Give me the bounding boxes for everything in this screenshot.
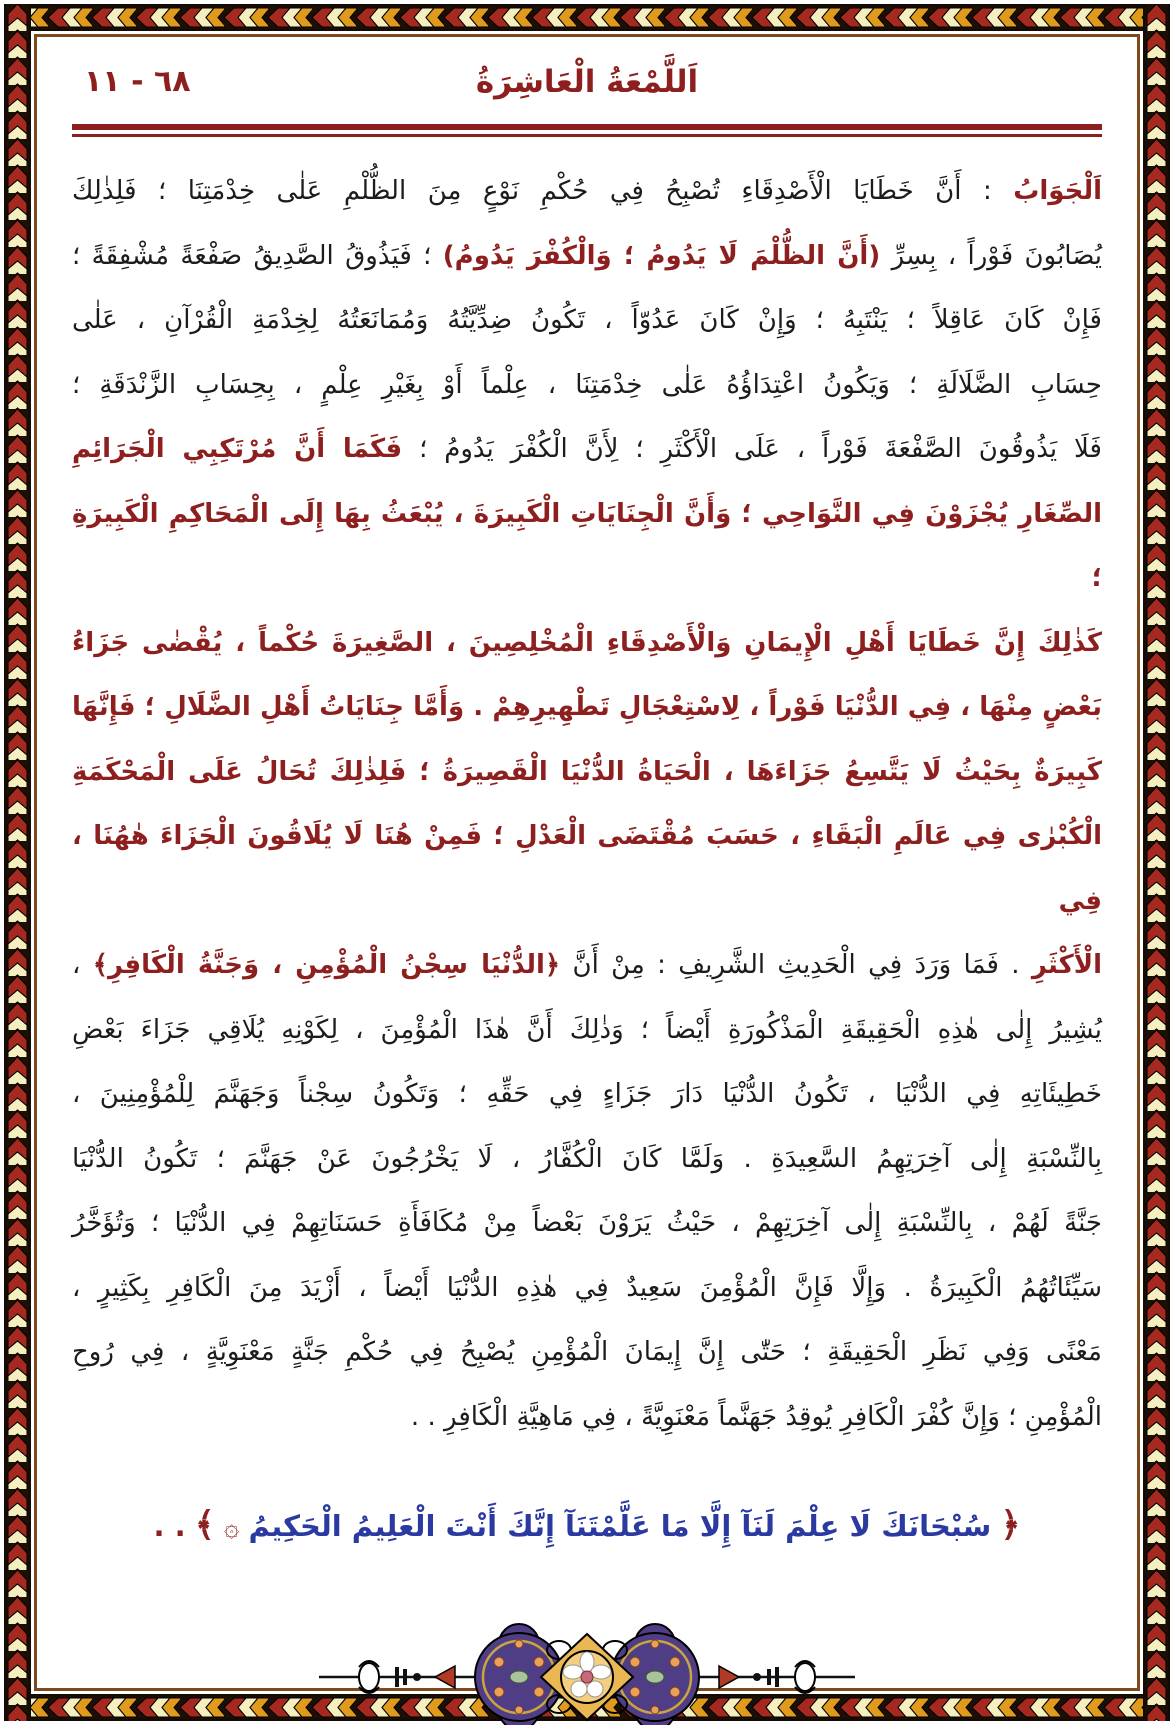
verse-trailer-dots: . .	[153, 1509, 186, 1543]
text-segment: الْأَكْثَرِ	[1031, 950, 1103, 980]
text-segment: الْكُبْرٰى فِي عَالَمِ الْبَقَاءِ ، حَسَبَ مُقْتَضَى الْعَدْلِ ؛ فَمِنْ هُنَا لَا يُلَاقُونَ الْجَزَاءَ هٰهُنَا ، فِي	[72, 821, 1102, 916]
text-segment: يُصَابُونَ فَوْراً ، بِسِرِّ	[880, 240, 1103, 271]
text-line	[72, 740, 1102, 805]
text-segment: الصِّغَارِ يُجْزَوْنَ فِي النَّوَاحِي ؛ وَأَنَّ الْجِنَايَاتِ الْكَبِيرَةَ ، يُبْعَثُ بِهَا إِلَى الْمَحَاكِمِ الْكَبِيرَةِ ؛	[72, 498, 1102, 593]
text-segment: (أَنَّ الظُّلْمَ لَا يَدُومُ ؛ وَالْكُفْرَ يَدُومُ)	[442, 240, 881, 271]
border-left	[4, 4, 31, 1721]
border-top	[4, 4, 1170, 31]
hadith-quote: ﴿الدُّنْيَا سِجْنُ الْمُؤْمِنِ ، وَجَنَّةُ الْكَافِرِ﴾	[92, 950, 561, 980]
text-segment: خَطِيئَاتِهِ فِي الدُّنْيَا ، تَكُونُ الدُّنْيَا دَارَ جَزَاءٍ فِي حَقِّهِ ؛ وَتَكُونُ سِجْناً وَجَهَنَّمَ لِلْمُؤْمِنِينَ ،	[72, 1079, 1102, 1109]
text-segment: بَعْضٍ مِنْهَا ، فِي الدُّنْيَا فَوْراً ، لِاسْتِعْجَالِ تَطْهِيرِهِمْ . وَأَمَّا جِنَايَاتُ أَهْلِ الضَّلَالِ ؛ فَإِنَّهَا	[72, 692, 1102, 722]
text-line	[72, 611, 1102, 676]
text-segment: مَعْنًى وَفِي نَظَرِ الْحَقِيقَةِ ؛ حَتّٰى إِنَّ إِيمَانَ الْمُؤْمِنِ يُصْبِحُ فِي حُكْمِ جَنَّةٍ مَعْنَوِيَّةٍ ، فِي رُوحِ	[72, 1337, 1102, 1367]
text-segment: سَيِّئَاتُهُمُ الْكَبِيرَةُ . وَإِلَّا فَإِنَّ الْمُؤْمِنَ سَعِيدٌ فِي هٰذِهِ الدُّنْيَا أَيْضاً ، أَزْيَدَ مِنَ الْكَافِرِ بِكَثِيرٍ ،	[72, 1272, 1102, 1303]
text-segment: فَإِنْ كَانَ عَاقِلاً ؛ يَنْتَبِهُ ؛ وَإِنْ كَانَ عَدُوّاً ، تَكُونُ ضِدِّيَّتُهُ وَمُمَانَعَتُهُ لِخِدْمَةِ الْقُرْآنِ ، عَلٰى	[72, 305, 1102, 335]
text-segment: ،	[72, 950, 93, 980]
text-segment: بِالنِّسْبَةِ إِلٰى آخِرَتِهِمُ السَّعِيدَةِ . وَلَمَّا كَانَ الْكُفَّارُ ، لَا يَخْرُجُونَ عَنْ جَهَنَّمَ ؛ تَكُونُ الدُّنْيَا	[72, 1143, 1102, 1174]
text-line	[72, 1191, 1102, 1256]
text-line	[72, 998, 1102, 1063]
text-line	[72, 1256, 1102, 1321]
text-segment: . فَمَا وَرَدَ فِي الْحَدِيثِ الشَّرِيفِ : مِنْ أَنَّ	[560, 950, 1032, 980]
text-segment: حِسَابِ الضَّلَالَةِ ؛ وَيَكُونُ اعْتِدَاؤُهُ عَلٰى خِدْمَتِنَا ، عِلْماً أَوْ بِغَيْرِ عِلْمٍ ، بِحِسَابِ الزَّنْدَقَةِ ؛	[72, 369, 1102, 400]
text-line	[72, 1320, 1102, 1385]
text-segment: فَلَا يَذُوقُونَ الصَّفْعَةَ فَوْراً ، عَلَى الْأَكْثَرِ ؛ لِأَنَّ الْكُفْرَ يَدُومُ ؛	[402, 434, 1102, 464]
text-segment: جَنَّةً لَهُمْ ، بِالنِّسْبَةِ إِلٰى آخِرَتِهِمْ ، حَيْثُ يَرَوْنَ بَعْضاً مِنْ مُكَافَأَةِ حَسَنَاتِهِمْ فِي الدُّنْيَا ؛ وَتُؤَخَّرُ	[72, 1208, 1102, 1238]
header-double-rule	[72, 124, 1102, 137]
text-line	[72, 1385, 1102, 1450]
text-line	[72, 804, 1102, 933]
text-line	[72, 675, 1102, 740]
text-line	[72, 1127, 1102, 1192]
text-segment: كَبِيرَةٌ بِحَيْثُ لَا يَتَّسِعُ جَزَاءَهَا ، الْحَيَاةُ الدُّنْيَا الْقَصِيرَةُ ؛ فَلِذٰلِكَ تُحَالُ عَلَى الْمَحْكَمَةِ	[72, 756, 1102, 787]
ornate-bracket-open-icon: ﴿	[1000, 1505, 1021, 1545]
text-segment: الْمُؤْمِنِ ؛ وَإِنَّ كُفْرَ الْكَافِرِ يُوقِدُ جَهَنَّماً مَعْنَوِيَّةً ، فِي مَاهِيَّةِ الْكَافِرِ . .	[410, 1401, 1102, 1432]
tailpiece-ornament	[307, 1592, 867, 1725]
text-line	[72, 1062, 1102, 1127]
page-number: ٦٨ - ١١	[84, 64, 191, 99]
text-line	[72, 933, 1102, 998]
text-segment: كَذٰلِكَ إِنَّ خَطَايَا أَهْلِ الْإِيمَانِ وَالْأَصْدِقَاءِ الْمُخْلِصِينَ ، الصَّغِيرَةَ حُكْماً ، يُقْضٰى جَزَاءُ	[72, 627, 1102, 658]
page-title: اَللَّمْعَةُ الْعَاشِرَةُ	[475, 64, 699, 100]
text-line	[72, 288, 1102, 353]
text-line	[72, 224, 1102, 289]
tailpiece-wrap	[72, 1592, 1102, 1725]
page-content	[72, 56, 1102, 1677]
text-line	[72, 353, 1102, 418]
text-segment: فَكَمَا أَنَّ مُرْتَكِبِي الْجَرَائِمِ	[72, 434, 403, 464]
text-line	[72, 417, 1102, 482]
text-segment: ؛ فَيَذُوقُ الصَّدِيقُ صَفْعَةً مُشْفِقَةً ؛	[72, 240, 443, 271]
rub-el-hizb-rosette-icon: ۞	[224, 1513, 240, 1543]
verse-text: سُبْحَانَكَ لَا عِلْمَ لَنَآ إِلَّا مَا عَلَّمْتَنَآ إِنَّكَ أَنْتَ الْعَلِيمُ الْحَكِيمُ	[248, 1509, 992, 1543]
ornate-bracket-close-icon: ﴾	[194, 1505, 215, 1545]
text-segment: يُشِيرُ إِلٰى هٰذِهِ الْحَقِيقَةِ الْمَذْكُورَةِ أَيْضاً ؛ وَذٰلِكَ أَنَّ هٰذَا الْمُؤْمِنَ ، لِكَوْنِهِ يُلَاقِي جَزَاءَ بَعْضِ	[72, 1014, 1102, 1045]
text-line	[72, 159, 1102, 224]
text-segment: اَلْجَوَابُ	[1013, 176, 1102, 206]
page-header	[72, 56, 1102, 114]
text-line	[72, 482, 1102, 611]
border-right	[1143, 4, 1170, 1721]
body-text	[72, 159, 1102, 1449]
text-segment: : أَنَّ خَطَايَا الْأَصْدِقَاءِ تُصْبِحُ فِي حُكْمِ نَوْعٍ مِنَ الظُّلْمِ عَلٰى خِدْمَتِنَا ؛ فَلِذٰلِكَ	[72, 176, 1014, 206]
closing-verse	[72, 1495, 1102, 1558]
